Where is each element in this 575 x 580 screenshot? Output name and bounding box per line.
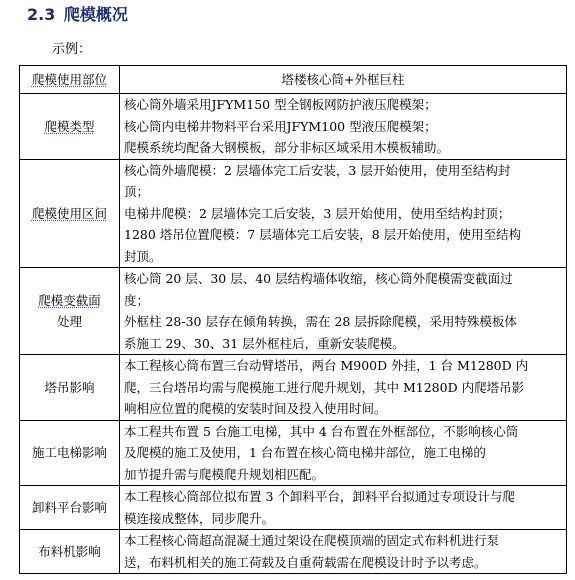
content-line: 本工程核心筒布置三台动臂塔吊，两台 M900D 外挂，1 台 M1280D 内 bbox=[124, 358, 529, 373]
content-line: 度； bbox=[124, 292, 150, 308]
table-header-row bbox=[20, 66, 567, 94]
row-label-cell: 卸料平台影响 bbox=[20, 486, 120, 530]
content-line: 核心筒外墙采用JFYM150 型全钢板网防护液压爬模架； bbox=[124, 97, 437, 112]
content-line: 1280 塔吊位置爬模：7 层墙体完工后安装，8 层开始使用，使用至结构 bbox=[124, 227, 522, 242]
row-label-cell: 施工电梯影响 bbox=[20, 420, 120, 486]
content-line: 外框柱 28-30 层存在倾角转换，需在 28 层拆除爬模，采用特殊模板体 bbox=[124, 314, 517, 329]
row-label-line: 爬模变截面 bbox=[38, 292, 101, 308]
row-label-cell: 布料机影响 bbox=[20, 530, 120, 574]
row-content-cell bbox=[120, 268, 567, 355]
content-line: 本工程共布置 5 台施工电梯，其中 4 台布置在外框部位，不影响核心筒 bbox=[124, 423, 519, 439]
example-label: 示例： bbox=[52, 42, 92, 57]
content-line: 本工程核心筒部位拟布置 3 个卸料平台，卸料平台拟通过专项设计与爬 bbox=[124, 489, 515, 504]
content-line: 本工程核心筒超高混凝土通过架设在爬模顶端的固定式布料机进行泵 bbox=[124, 533, 500, 548]
content-line: 封顶。 bbox=[124, 248, 162, 264]
row-content-cell bbox=[120, 159, 567, 268]
section-number: 2.3 bbox=[27, 5, 56, 24]
row-label-cell: 塔吊影响 bbox=[20, 355, 120, 421]
content-line: 核心筒 20 层、30 层、40 层结构墙体收缩，核心筒外爬模需变截面过 bbox=[124, 271, 513, 286]
header-label-cell bbox=[20, 66, 120, 94]
row-content-cell bbox=[120, 355, 567, 421]
content-line: 模连接成整体，同步爬升。 bbox=[124, 510, 275, 526]
content-line: 核心筒外墙爬模：2 层墙体完工后安装，3 层开始使用，使用至结构封 bbox=[124, 162, 511, 178]
table-row bbox=[20, 159, 567, 268]
content-line: 系施工 29、30、31 层外框柱后，重新安装爬模。 bbox=[124, 335, 405, 351]
row-content-cell bbox=[120, 530, 567, 574]
content-line: 爬，三台塔吊均需与爬模施工进行爬升规划，其中 M1280D 内爬塔吊影 bbox=[124, 379, 525, 395]
row-label-line: 处理 bbox=[56, 314, 82, 329]
content-line: 及爬模的施工及使用，1 台布置在核心筒电梯井部位，施工电梯的 bbox=[124, 445, 486, 460]
section-heading bbox=[27, 2, 128, 25]
content-line: 送，布料机相关的施工荷载及自重荷载需在爬模设计时予以考虑。 bbox=[124, 554, 487, 570]
content-line: 顶； bbox=[124, 184, 150, 199]
table-row bbox=[20, 530, 567, 574]
row-label-cell bbox=[20, 94, 120, 160]
content-line: 响相应位置的爬模的安装时间及投入使用时间。 bbox=[124, 401, 387, 416]
table-row bbox=[20, 420, 567, 486]
table-row bbox=[20, 268, 567, 355]
content-line: 爬模系统均配备大钢模板，部分非标区域采用木模板辅助。 bbox=[124, 140, 450, 155]
table-row bbox=[20, 486, 567, 530]
row-label: 爬模使用区间 bbox=[31, 205, 107, 221]
row-label: 爬模类型 bbox=[44, 118, 95, 134]
section-title: 爬模概况 bbox=[63, 5, 128, 24]
content-line: 核心筒内电梯井物料平台采用JFYM100 型液压爬模架； bbox=[124, 118, 437, 134]
table-row bbox=[20, 94, 567, 160]
content-line: 加节提升需与爬模爬升规划相匹配。 bbox=[124, 466, 325, 482]
header-label: 爬模使用部位 bbox=[31, 71, 107, 87]
content-line: 电梯井爬模：2 层墙体完工后安装，3 层开始使用，使用至结构封顶； bbox=[124, 205, 511, 221]
table-row bbox=[20, 355, 567, 421]
row-content-cell bbox=[120, 420, 567, 486]
row-label-cell bbox=[20, 268, 120, 355]
row-label-cell bbox=[20, 159, 120, 268]
row-content-cell bbox=[120, 486, 567, 530]
header-value-cell: 塔楼核心筒+外框巨柱 bbox=[120, 66, 567, 94]
row-content-cell bbox=[120, 94, 567, 160]
climbing-formwork-table bbox=[19, 65, 567, 574]
